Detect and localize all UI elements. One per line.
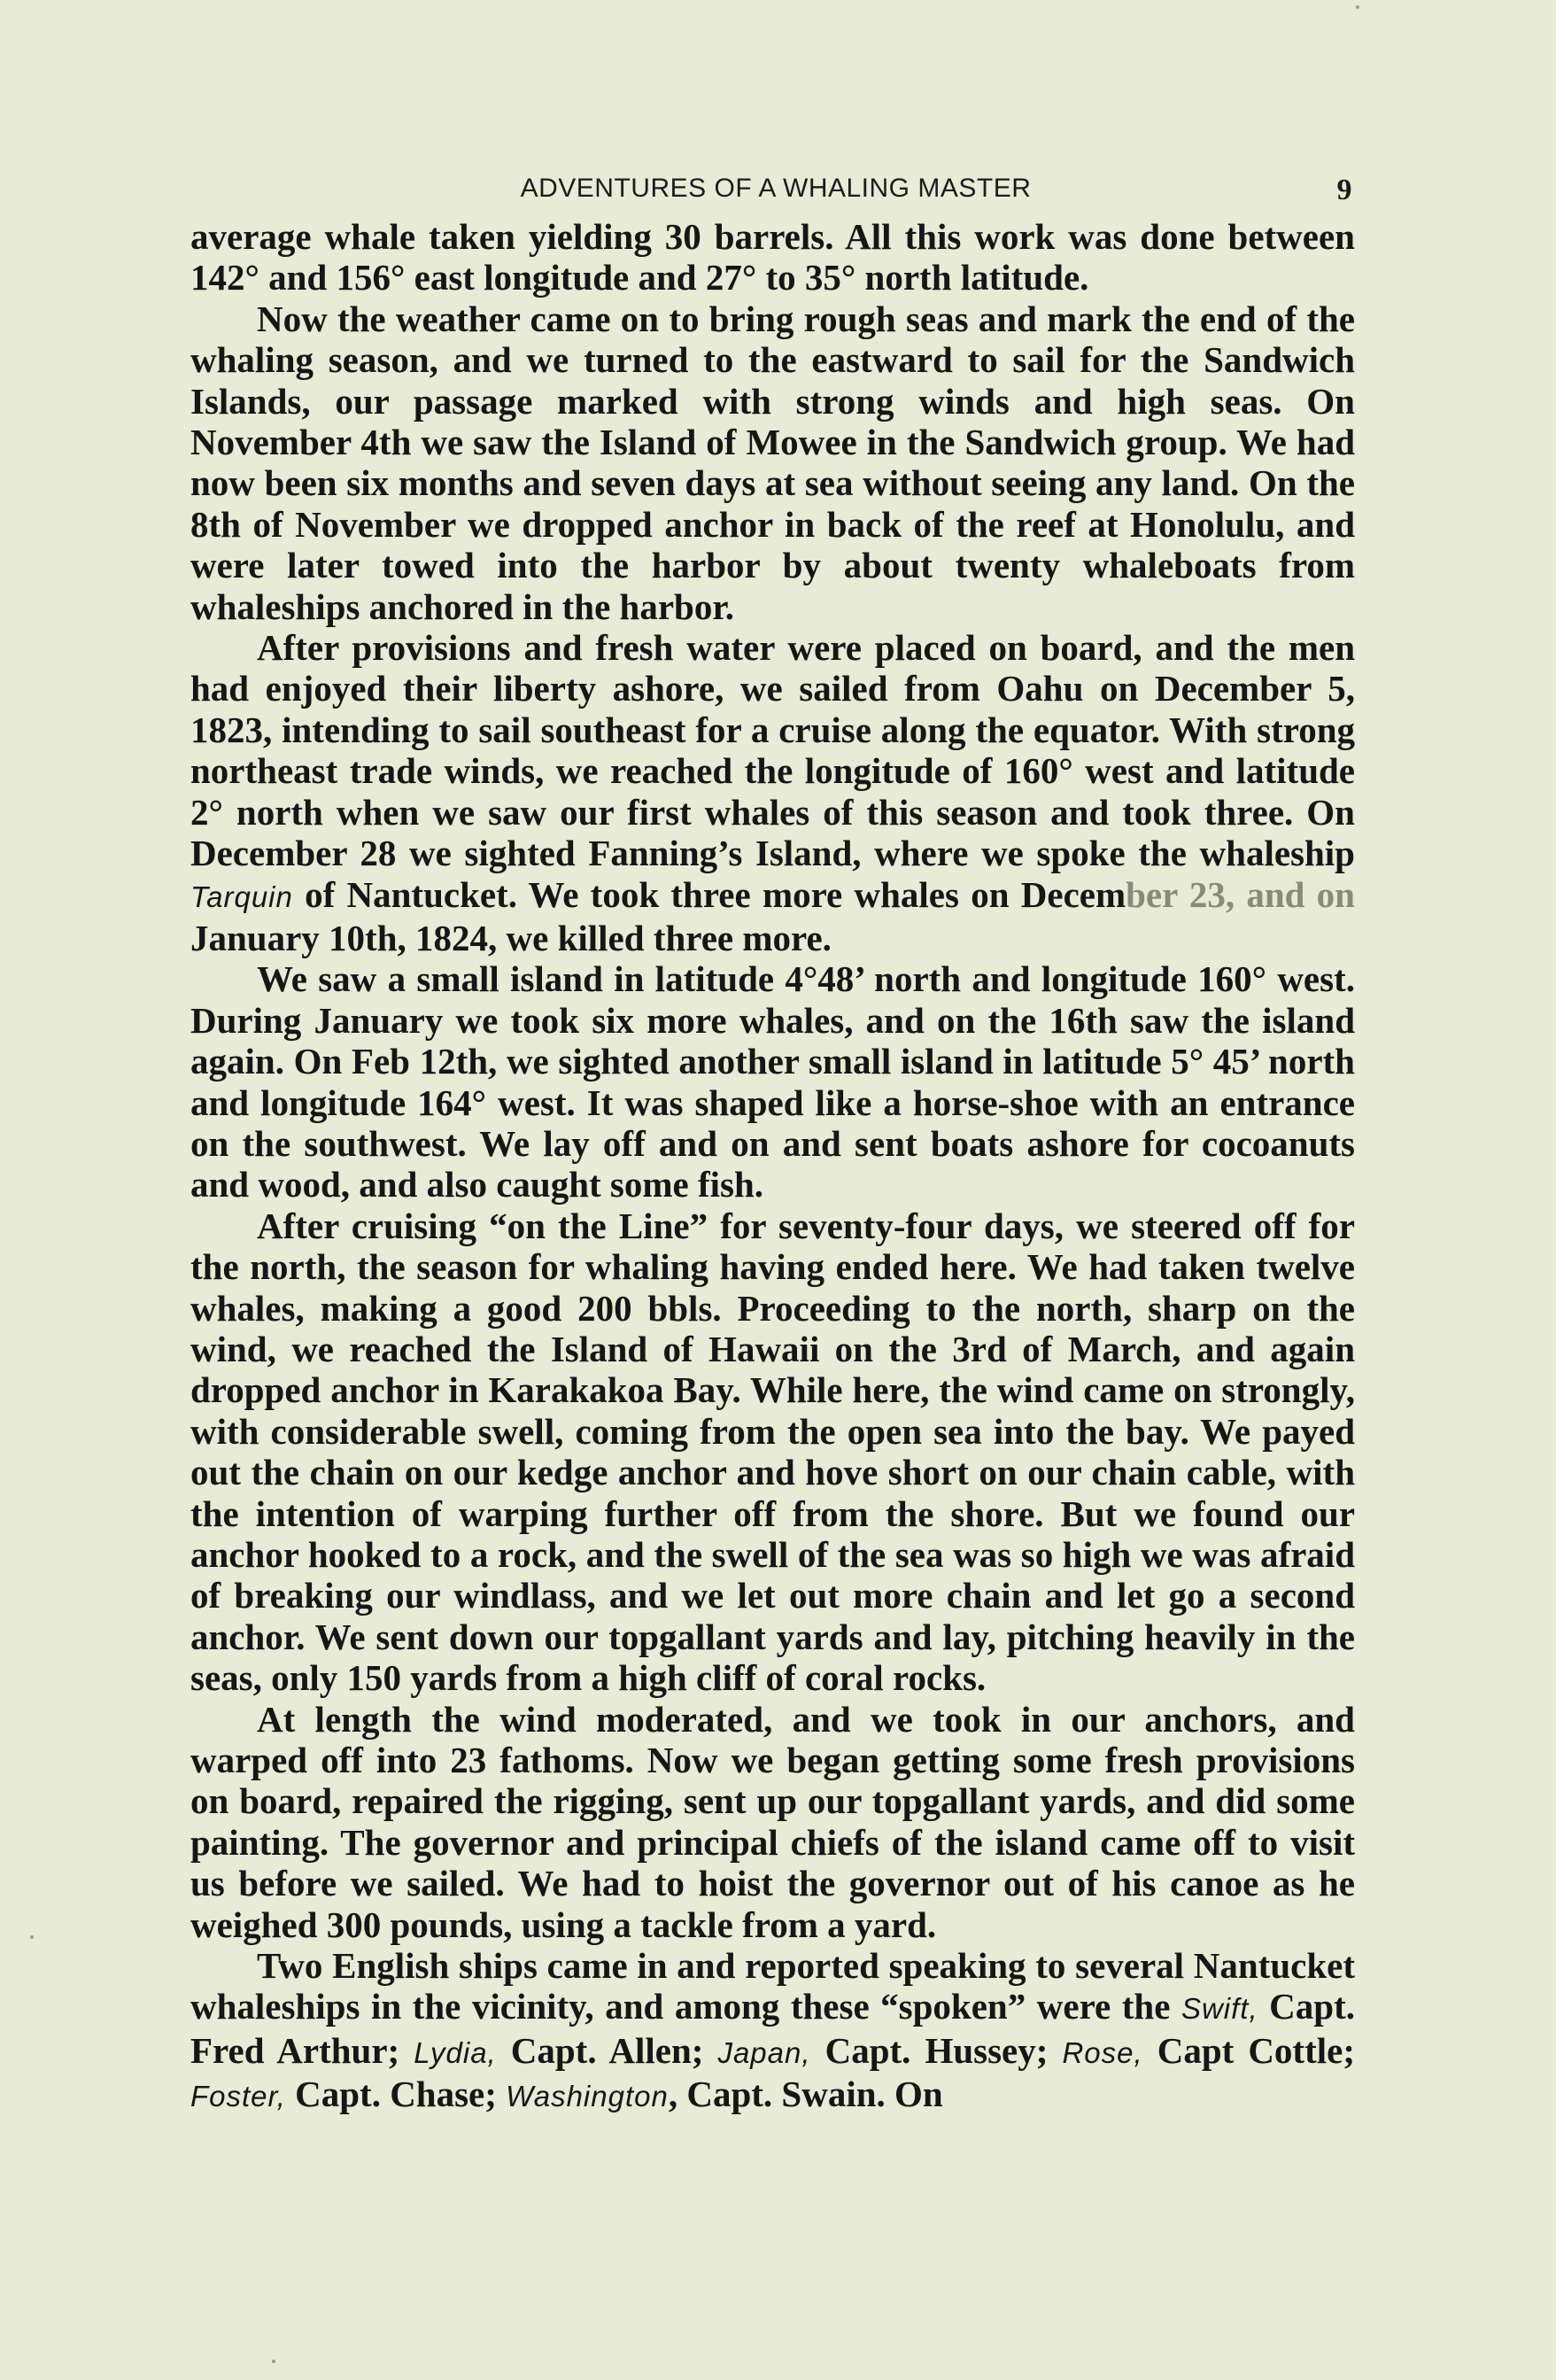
ship-name: Lydia, [414,2035,497,2069]
text-run: Capt Cottle; [1142,2029,1355,2071]
text-run: Capt. Fred Arthur; [190,1986,1355,2071]
ship-name: Foster, [190,2080,286,2113]
paragraph [190,958,1355,1205]
paragraph [190,298,1355,627]
text-run: At length the wind moderated, and we took in our anchors, and warped off into 23 fathoms. Now we began getting some fresh provisions on board, repaired the rigging, sent up our topgallant yards, and did some painting. The governor and principal chiefs of the island came off to visit us before we sailed. We had to hoist the governor out of his canoe as he weighed 300 pounds, using a tackle from a yard. [190,1698,1355,1945]
body-text [190,216,1355,2118]
paper-speck [272,2360,275,2363]
page-number: 9 [1336,174,1352,206]
paragraph [190,627,1355,958]
text-run: of Nantucket. We took three more whales on Decem [292,873,1126,915]
text-run: Now the weather came on to bring rough seas and mark the end of the whaling season, and we turned to the eastward to sail for the Sandwich Islands, our passage marked with strong winds and high seas. On November 4th we saw the Island of Mowee in the Sandwich group. We had now been six months and seven days at sea without seeing any land. On the 8th of November we dropped anchor in back of the reef at Honolulu, and were later towed into the harbor by about twenty whaleboats from whaleships anchored in the harbor. [190,298,1355,627]
text-run: After provisions and fresh water were placed on board, and the men had enjoyed their liberty ashore, we sailed from Oahu on December 5, 1823, intending to sail southeast for a cruise along the equator. With strong northeast trade winds, we reached the longitude of 160° west and latitude 2° north when we saw our first whales of this season and took three. On December 28 we sighted Fanning’s Island, where we spoke the whaleship [190,627,1355,874]
text-run: Capt. Allen; [496,2029,718,2071]
ship-name: Tarquin [190,880,293,913]
faded-text: ber 23, and on [1126,873,1355,915]
text-run: average whale taken yielding 30 barrels. All this work was done between 142° and 156° east longitude and 27° to 35° north latitude. [190,216,1355,298]
paragraph [190,216,1355,298]
text-run: Capt. Hussey; [810,2029,1063,2071]
ship-name: Japan, [717,2035,811,2069]
paper-speck [1356,5,1359,9]
paragraph [190,1699,1355,1945]
ship-name: Rose, [1062,2035,1143,2069]
text-run: We saw a small island in latitude 4°48’ north and longitude 160° west. During January we took six more whales, and on the 16th saw the island again. On Feb 12th, we sighted another small island in latitude 5° 45’ north and longitude 164° west. It was shaped like a horse-shoe with an entrance on the southwest. We lay off and on and sent boats ashore for cocoanuts and wood, and also caught some fish. [190,958,1355,1206]
paragraph [190,1206,1355,1699]
text-run: Two English ships came in and reported speaking to several Nantucket whaleships in the vicinity, and among these “spoken” were the [190,1945,1355,2027]
ship-name: Washington [506,2080,669,2113]
text-run: , Capt. Swain. On [668,2074,943,2115]
text-run: January 10th, 1824, we killed three more. [190,917,832,958]
paragraph [190,1945,1355,2118]
running-head [190,174,1361,209]
running-head-title: ADVENTURES OF A WHALING MASTER [520,174,1032,203]
ship-name: Swift, [1181,1992,1258,2026]
paper-speck [30,1935,34,1939]
text-run: After cruising “on the Line” for seventy-four days, we steered off for the north, the season for whaling having ended here. We had taken twelve whales, making a good 200 bbls. Proceeding to the north, sharp on the wind, we reached the Island of Hawaii on the 3rd of March, and again dropped anchor in Karakakoa Bay. While here, the wind came on strongly, with considerable swell, coming from the open sea into the bay. We payed out the chain on our kedge anchor and hove short on our chain cable, with the intention of warping further off from the shore. But we found our anchor hooked to a rock, and the swell of the sea was so high we was afraid of breaking our windlass, and we let out more chain and let go a second anchor. We sent down our topgallant yards and lay, pitching heavily in the seas, only 150 yards from a high cliff of coral rocks. [190,1205,1355,1699]
text-run: Capt. Chase; [285,2074,507,2115]
